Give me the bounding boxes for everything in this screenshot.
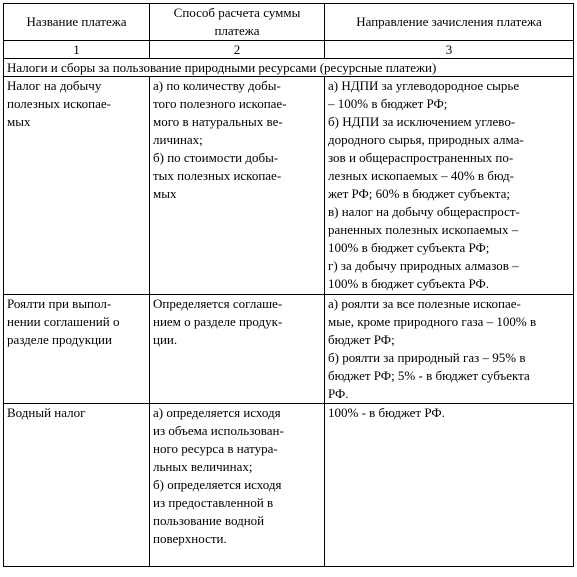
payment-name-line: полезных ископае- — [7, 96, 111, 111]
direction-line: дородного сырья, природных алма- — [328, 132, 524, 147]
header-payment-direction — [325, 4, 574, 41]
direction-line: б) роялти за природный газ – 95% в — [328, 350, 526, 365]
method-line: а) по количеству добы- — [153, 78, 281, 93]
direction-line: а) НДПИ за углеводородное сырье — [328, 78, 520, 93]
method-line: тых полезных ископае- — [153, 168, 282, 183]
method-line: ции. — [153, 332, 178, 347]
header-payment-name-text: Название платежа — [26, 14, 127, 29]
method-line: поверхности. — [153, 531, 227, 546]
payment-name-line: Водный налог — [7, 405, 86, 420]
direction-line: раненных полезных ископаемых – — [328, 222, 519, 237]
method-line: из объема использован- — [153, 423, 284, 438]
header-calculation-method-line: платежа — [214, 23, 260, 38]
payment-name-cell — [4, 295, 150, 404]
direction-line: лезных ископаемых – 40% в бюд- — [328, 168, 514, 183]
section-row — [4, 59, 574, 77]
method-line: личинах; — [153, 132, 203, 147]
direction-line: 100% в бюджет субъекта РФ; — [328, 240, 490, 255]
direction-line: мые, кроме природного газа – 100% в — [328, 314, 537, 329]
method-line: льных величинах; — [153, 459, 253, 474]
method-line: мых — [153, 186, 177, 201]
method-line: а) определяется исходя — [153, 405, 281, 420]
direction-line: бюджет РФ; — [328, 332, 395, 347]
direction-line: 100% - в бюджет РФ. — [328, 405, 445, 420]
header-calculation-method — [150, 4, 325, 41]
payment-name-line: мых — [7, 114, 31, 129]
method-line: из предоставленной в — [153, 495, 274, 510]
method-line: мого в натуральных ве- — [153, 114, 283, 129]
calculation-method-cell — [150, 404, 325, 567]
section-title: Налоги и сборы за пользование природными ресурсами (ресурсные платежи) — [4, 59, 574, 77]
direction-line: – 100% в бюджет РФ; — [328, 96, 448, 111]
payment-name-line: нении соглашений о — [7, 314, 120, 329]
header-payment-name — [4, 4, 150, 41]
payment-name-line: Налог на добычу — [7, 78, 102, 93]
method-line: пользование водной — [153, 513, 265, 528]
method-line: б) определяется исходя — [153, 477, 282, 492]
direction-line: жет РФ; 60% в бюджет субъекта; — [328, 186, 510, 201]
calculation-method-cell — [150, 295, 325, 404]
table-row — [4, 404, 574, 567]
table-header-row — [4, 4, 574, 41]
payment-name-cell — [4, 77, 150, 295]
calculation-method-cell — [150, 77, 325, 295]
column-number: 1 — [4, 41, 150, 59]
method-line: б) по стоимости добы- — [153, 150, 279, 165]
method-line: того полезного ископае- — [153, 96, 287, 111]
payment-direction-cell — [325, 77, 574, 295]
method-line: ного ресурса в натура- — [153, 441, 278, 456]
header-calculation-method-line: Способ расчета суммы — [173, 5, 301, 20]
payment-name-cell — [4, 404, 150, 567]
direction-line: зов и общераспространенных по- — [328, 150, 514, 165]
direction-line: г) за добычу природных алмазов – — [328, 258, 519, 273]
direction-line: в) налог на добычу общераспрост- — [328, 204, 520, 219]
column-number: 2 — [150, 41, 325, 59]
payments-table — [3, 3, 574, 567]
method-line: нием о разделе продук- — [153, 314, 283, 329]
direction-line: 100% в бюджет субъекта РФ. — [328, 276, 490, 291]
payment-direction-cell — [325, 404, 574, 567]
column-number: 3 — [325, 41, 574, 59]
direction-line: бюджет РФ; 5% - в бюджет субъекта — [328, 368, 530, 383]
table-row — [4, 77, 574, 295]
direction-line: б) НДПИ за исключением углево- — [328, 114, 516, 129]
direction-line: РФ. — [328, 386, 349, 401]
direction-line: а) роялти за все полезные ископае- — [328, 296, 521, 311]
method-line: Определяется соглаше- — [153, 296, 283, 311]
table-row — [4, 295, 574, 404]
column-number-row — [4, 41, 574, 59]
payment-name-line: разделе продукции — [7, 332, 112, 347]
header-payment-direction-text: Направление зачисления платежа — [356, 14, 542, 29]
payment-name-line: Роялти при выпол- — [7, 296, 112, 311]
payment-direction-cell — [325, 295, 574, 404]
